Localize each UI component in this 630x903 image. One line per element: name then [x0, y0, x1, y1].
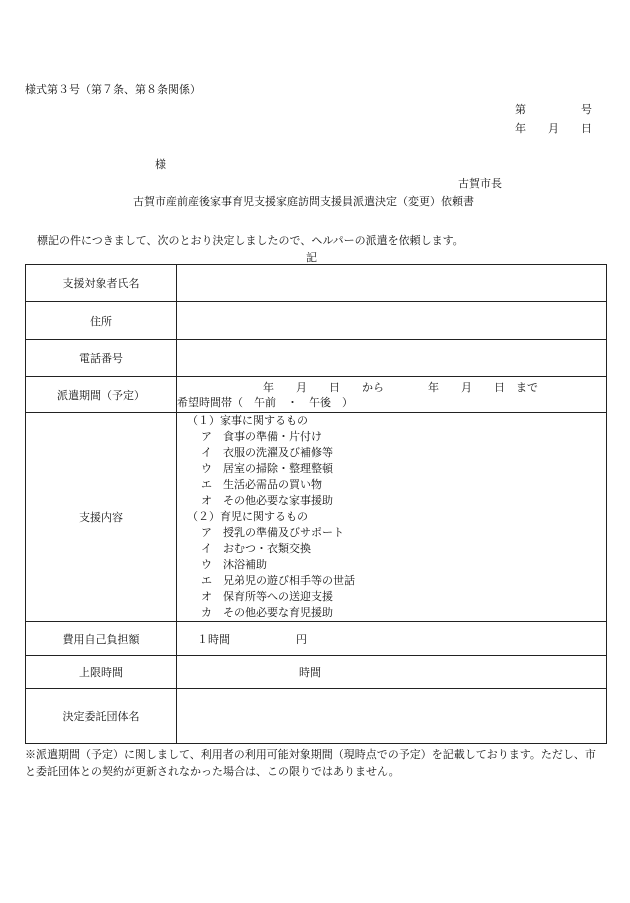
cost-label: 費用自己負担額 — [26, 622, 177, 656]
document-number-line: 第 号 — [515, 103, 592, 116]
name-value — [177, 265, 607, 302]
document-date-line: 年 月 日 — [515, 122, 592, 135]
list-item: ウ 沐浴補助 — [201, 558, 267, 571]
list-item: オ 保育所等への送迎支援 — [201, 590, 333, 603]
org-label: 決定委託団体名 — [26, 689, 177, 744]
table-row — [26, 377, 607, 413]
addressee-sama: 様 — [155, 158, 166, 171]
address-value — [177, 302, 607, 340]
support-label: 支援内容 — [26, 413, 177, 622]
ki-heading: 記 — [306, 251, 317, 264]
table-row — [26, 265, 607, 302]
table-row — [26, 340, 607, 377]
list-item: イ おむつ・衣類交換 — [201, 542, 311, 555]
address-label: 住所 — [26, 302, 177, 340]
period-label: 派遣期間（予定） — [26, 377, 177, 413]
list-item: エ 生活必需品の買い物 — [201, 478, 322, 491]
intro-text: 標記の件につきまして、次のとおり決定しましたので、ヘルパーの派遣を依頼します。 — [37, 234, 464, 247]
document-title: 古賀市産前産後家事育児支援家庭訪問支援員派遣決定（変更）依頼書 — [133, 195, 474, 208]
list-item: エ 兄弟児の遊び相手等の世話 — [201, 574, 355, 587]
period-time-slot: 希望時間帯（ 午前 ・ 午後 ） — [177, 395, 353, 409]
phone-label: 電話番号 — [26, 340, 177, 377]
phone-value — [177, 340, 607, 377]
list-item: ア 食事の準備・片付け — [201, 430, 322, 443]
table-row — [26, 656, 607, 689]
form-number-label: 様式第３号（第７条、第８条関係） — [25, 83, 201, 96]
limit-value: 時間 — [177, 656, 607, 689]
request-form-table — [25, 264, 607, 744]
period-date-range: 年 月 日 から 年 月 日 まで — [263, 380, 538, 394]
support-value — [177, 413, 607, 622]
childcare-heading: （２）育児に関するもの — [187, 510, 308, 523]
table-row — [26, 413, 607, 622]
footnote: ※派遣期間（予定）に関しまして、利用者の利用可能対象期間（現時点での予定）を記載しております。ただし、市と委託団体との契約が更新されなかった場合は、この限りではありません。 — [25, 748, 596, 778]
name-label: 支援対象者氏名 — [26, 265, 177, 302]
limit-label: 上限時間 — [26, 656, 177, 689]
list-item: カ その他必要な育児援助 — [201, 606, 333, 619]
table-row — [26, 302, 607, 340]
table-row — [26, 622, 607, 656]
list-item: イ 衣服の洗濯及び補修等 — [201, 446, 333, 459]
cost-value: １時間 円 — [177, 622, 607, 656]
list-item: ウ 居室の掃除・整理整頓 — [201, 462, 333, 475]
sender-mayor: 古賀市長 — [458, 177, 502, 190]
list-item: オ その他必要な家事援助 — [201, 494, 333, 507]
table-row — [26, 689, 607, 744]
org-value — [177, 689, 607, 744]
housework-heading: （１）家事に関するもの — [187, 414, 308, 427]
list-item: ア 授乳の準備及びサポート — [201, 526, 344, 539]
period-value — [177, 377, 607, 413]
